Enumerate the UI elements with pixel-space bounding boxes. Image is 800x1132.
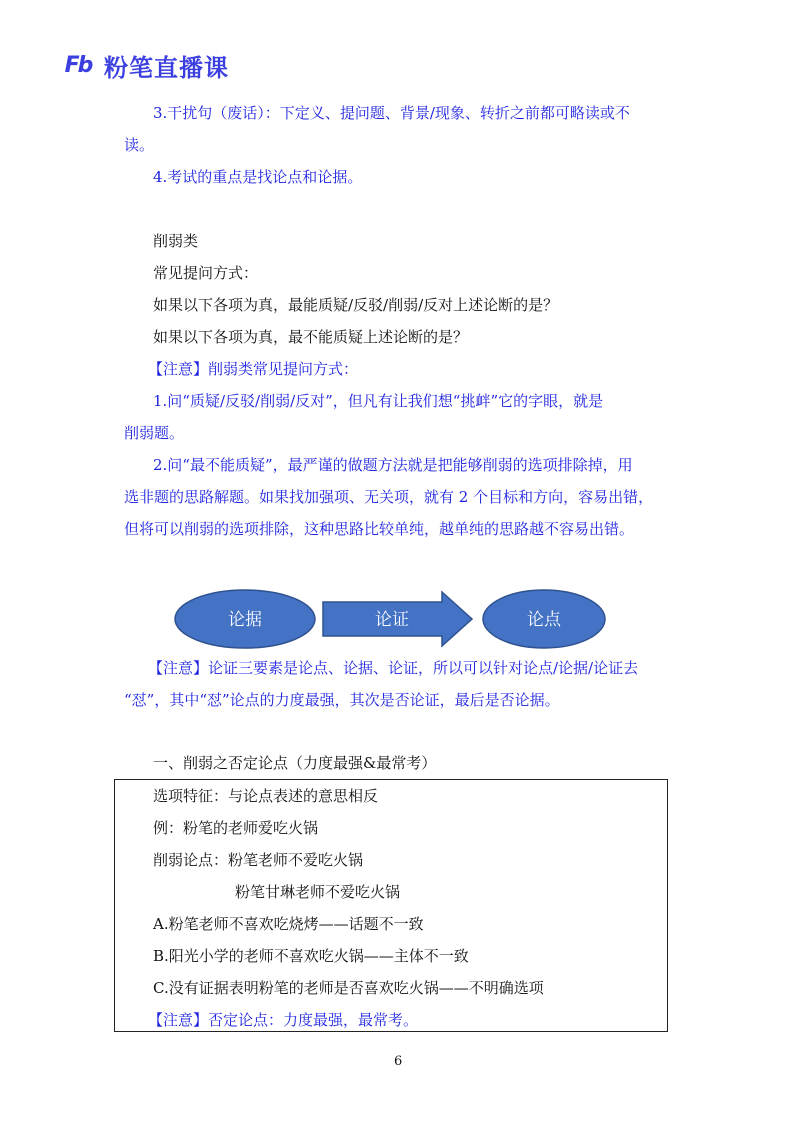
diagram-note-line2: “怼”，其中“怼”论点的力度最强，其次是否论证，最后是否论据。 [124,691,560,709]
diagram-note-line1: 【注意】论证三要素是论点、论据、论证，所以可以针对论点/论据/论证去 [148,659,639,677]
note-heading: 【注意】削弱类常见提问方式： [148,360,359,378]
option-feature: 选项特征：与论点表述的意思相反 [153,787,379,805]
note2-line3: 但将可以削弱的选项排除，这种思路比较单纯，越单纯的思路越不容易出错。 [124,520,635,538]
item3-line1: 3.干扰句（废话）：下定义、提问题、背景/现象、转折之前都可略读或不 [153,104,630,122]
page-number: 6 [394,1054,403,1069]
question-1: 如果以下各项为真，最能质疑/反驳/削弱/反对上述论断的是？ [153,296,559,314]
note2-line1: 2.问“最不能质疑”，最严谨的做题方法就是把能够削弱的选项排除掉，用 [153,456,633,474]
fb-logo-icon: Fb [64,52,92,78]
claim-label: 论点 [527,610,561,630]
ask-label: 常见提问方式： [153,264,259,282]
item3-line2: 读。 [124,136,155,154]
weaken-claim-1: 削弱论点：粉笔老师不爱吃火锅 [153,851,364,869]
argument-diagram [174,588,614,650]
note1-line1: 1.问“质疑/反驳/削弱/反对”，但凡有让我们想“挑衅”它的字眼，就是 [153,392,604,410]
item4: 4.考试的重点是找论点和论据。 [153,168,363,186]
question-2: 如果以下各项为真，最不能质疑上述论断的是？ [153,328,469,346]
reasoning-label: 论证 [375,610,409,630]
example-claim: 例：粉笔的老师爱吃火锅 [153,819,319,837]
option-c: C.没有证据表明粉笔的老师是否喜欢吃火锅——不明确选项 [153,979,544,997]
note1-line2: 削弱题。 [124,424,185,442]
note2-line2: 选非题的思路解题。如果找加强项、无关项，就有 2 个目标和方向，容易出错， [124,488,654,506]
weaken-claim-2: 粉笔甘琳老师不爱吃火锅 [235,883,401,901]
option-a: A.粉笔老师不喜欢吃烧烤——话题不一致 [153,915,424,933]
part1-note: 【注意】否定论点：力度最强，最常考。 [148,1011,419,1029]
evidence-label: 论据 [228,610,262,630]
weaken-title: 削弱类 [153,232,199,250]
option-b: B.阳光小学的老师不喜欢吃火锅——主体不一致 [153,947,469,965]
brand-name: 粉笔直播课 [104,53,229,82]
brand-logo [58,50,229,80]
part1-heading: 一、削弱之否定论点（力度最强&最常考） [153,754,437,772]
